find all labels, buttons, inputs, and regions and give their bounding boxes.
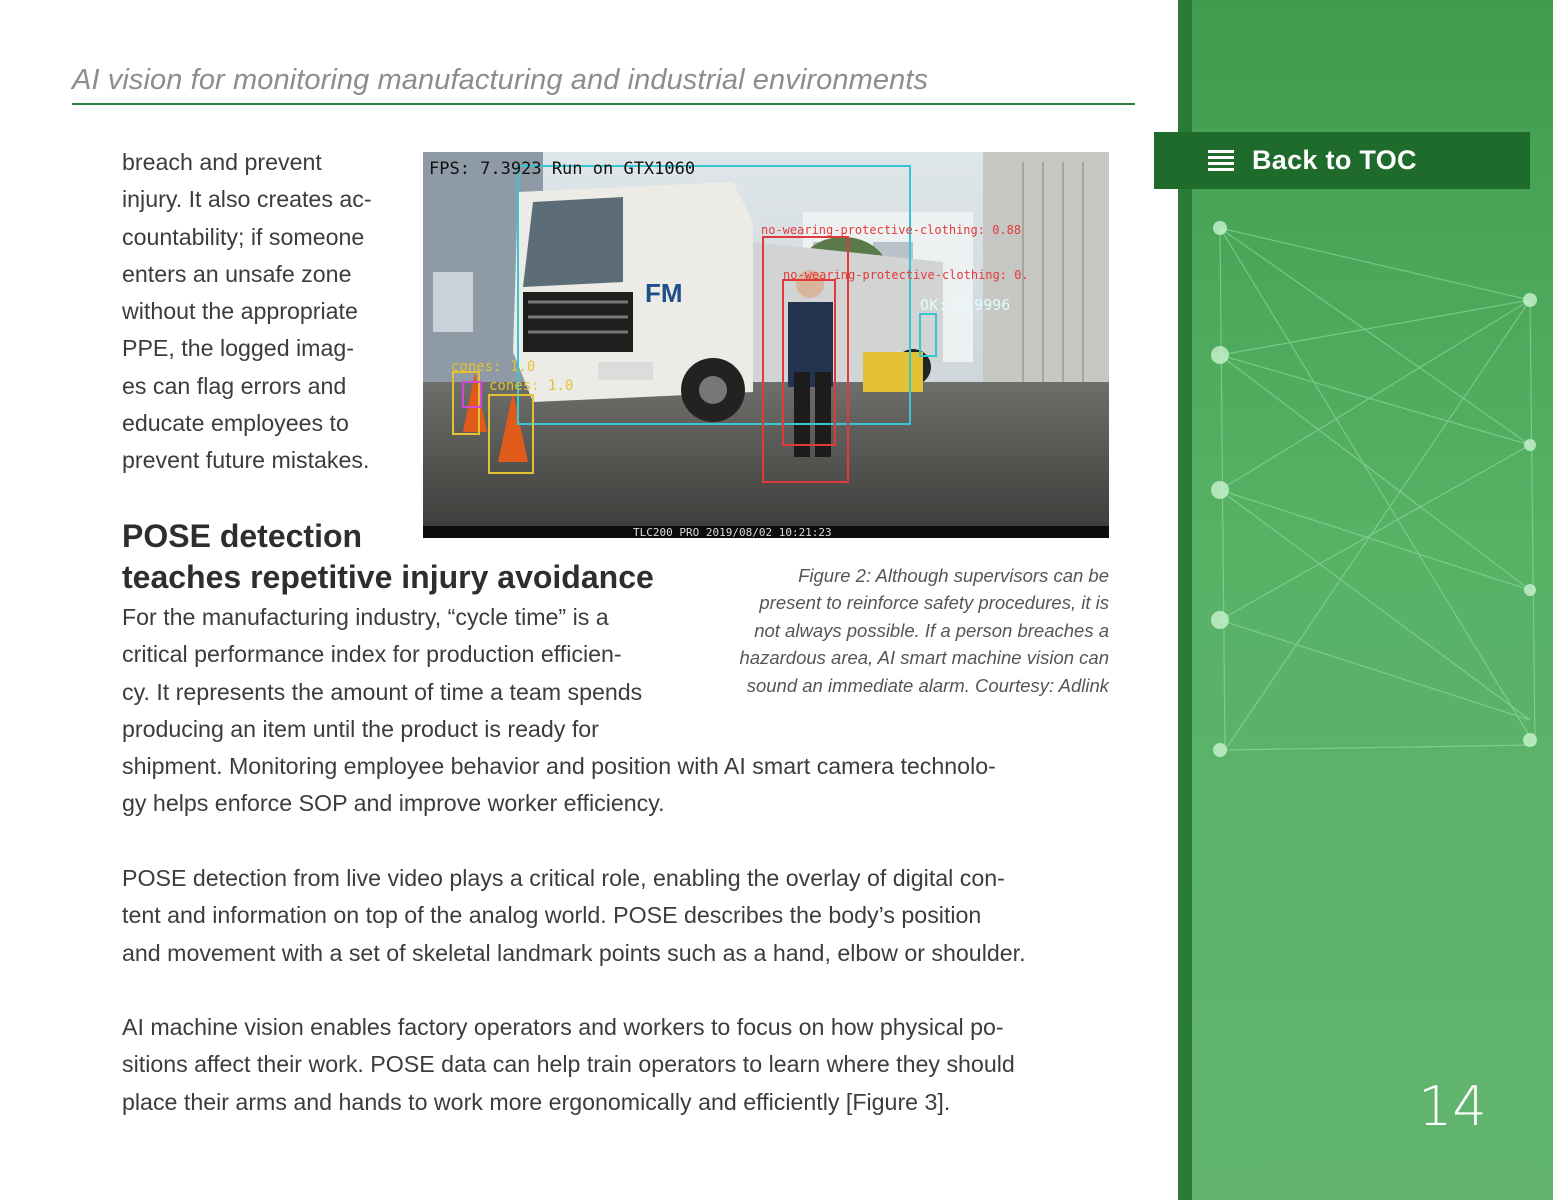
detection-label-ok: OK:-0.9996 bbox=[920, 296, 1011, 314]
text-line: countability; if someone bbox=[122, 223, 365, 250]
paragraph-pose-detection bbox=[122, 860, 1112, 972]
text-line: cy. It represents the amount of time a team spends bbox=[122, 678, 643, 705]
figure-2-detection-image bbox=[423, 152, 1109, 538]
text-line: tent and information on top of the analog world. POSE describes the body’s position bbox=[122, 902, 982, 929]
text-line: place their arms and hands to work more ergonomically and efficiently [Figure 3]. bbox=[122, 1088, 951, 1115]
caption-line: hazardous area, AI smart machine vision can bbox=[739, 647, 1109, 669]
header-divider bbox=[72, 103, 1135, 105]
fps-label: FPS: 7.3923 Run on GTX1060 bbox=[429, 159, 696, 179]
text-line: producing an item until the product is ready for bbox=[122, 715, 599, 742]
text-line: prevent future mistakes. bbox=[122, 447, 370, 474]
running-header-title: AI vision for monitoring manufacturing and industrial environments bbox=[72, 64, 929, 96]
back-to-toc-label: Back to TOC bbox=[1252, 145, 1417, 175]
detection-label-red-1: no-wearing-protective-clothing: 0.88 bbox=[761, 223, 1022, 237]
section-heading-line: POSE detection bbox=[122, 518, 363, 554]
text-line: enters an unsafe zone bbox=[122, 260, 352, 287]
detection-label-cones-2: cones: 1.0 bbox=[489, 378, 574, 394]
caption-line: sound an immediate alarm. Courtesy: Adlink bbox=[746, 674, 1109, 696]
caption-line: present to reinforce safety procedures, it is bbox=[759, 592, 1109, 614]
text-line: without the appropriate bbox=[122, 298, 358, 325]
text-line: gy helps enforce SOP and improve worker efficiency. bbox=[122, 790, 665, 817]
text-line: critical performance index for production efficien- bbox=[122, 641, 622, 668]
text-line: PPE, the logged imag- bbox=[122, 335, 355, 362]
text-line: es can flag errors and bbox=[122, 372, 347, 399]
paragraph-ergonomics bbox=[122, 1009, 1112, 1121]
camera-timestamp: TLC200 PRO 2019/08/02 10:21:23 bbox=[633, 526, 832, 538]
caption-line: not always possible. If a person breaches a bbox=[754, 619, 1109, 641]
section-heading bbox=[122, 516, 722, 598]
detection-label-cones-1: cones: 1.0 bbox=[451, 359, 536, 375]
back-to-toc-button[interactable] bbox=[1154, 132, 1530, 189]
list-icon bbox=[1208, 150, 1234, 172]
network-graphic bbox=[1185, 200, 1553, 780]
caption-line: Figure 2: Although supervisors can be bbox=[798, 565, 1109, 586]
paragraph-cycle-time bbox=[122, 599, 1112, 823]
detection-label-red-2: no-wearing-protective-clothing: 0. bbox=[783, 268, 1029, 282]
text-line: shipment. Monitoring employee behavior and position with AI smart camera technolo- bbox=[122, 753, 996, 780]
text-line: injury. It also creates ac- bbox=[122, 186, 372, 213]
text-line: and movement with a set of skeletal landmark points such as a hand, elbow or shoulder. bbox=[122, 939, 1026, 966]
text-line: educate employees to bbox=[122, 410, 349, 437]
text-line: sitions affect their work. POSE data can help train operators to learn where they should bbox=[122, 1051, 1015, 1078]
section-heading-line: teaches repetitive injury avoidance bbox=[122, 559, 654, 595]
intro-paragraph bbox=[122, 144, 412, 480]
page-number: 14 bbox=[1418, 1075, 1487, 1138]
text-line: POSE detection from live video plays a critical role, enabling the overlay of digital con- bbox=[122, 865, 1005, 891]
text-line: breach and prevent bbox=[122, 149, 322, 175]
text-line: For the manufacturing industry, “cycle time” is a bbox=[122, 604, 609, 630]
truck-logo: FM bbox=[645, 278, 683, 308]
text-line: AI machine vision enables factory operators and workers to focus on how physical po- bbox=[122, 1014, 1004, 1040]
